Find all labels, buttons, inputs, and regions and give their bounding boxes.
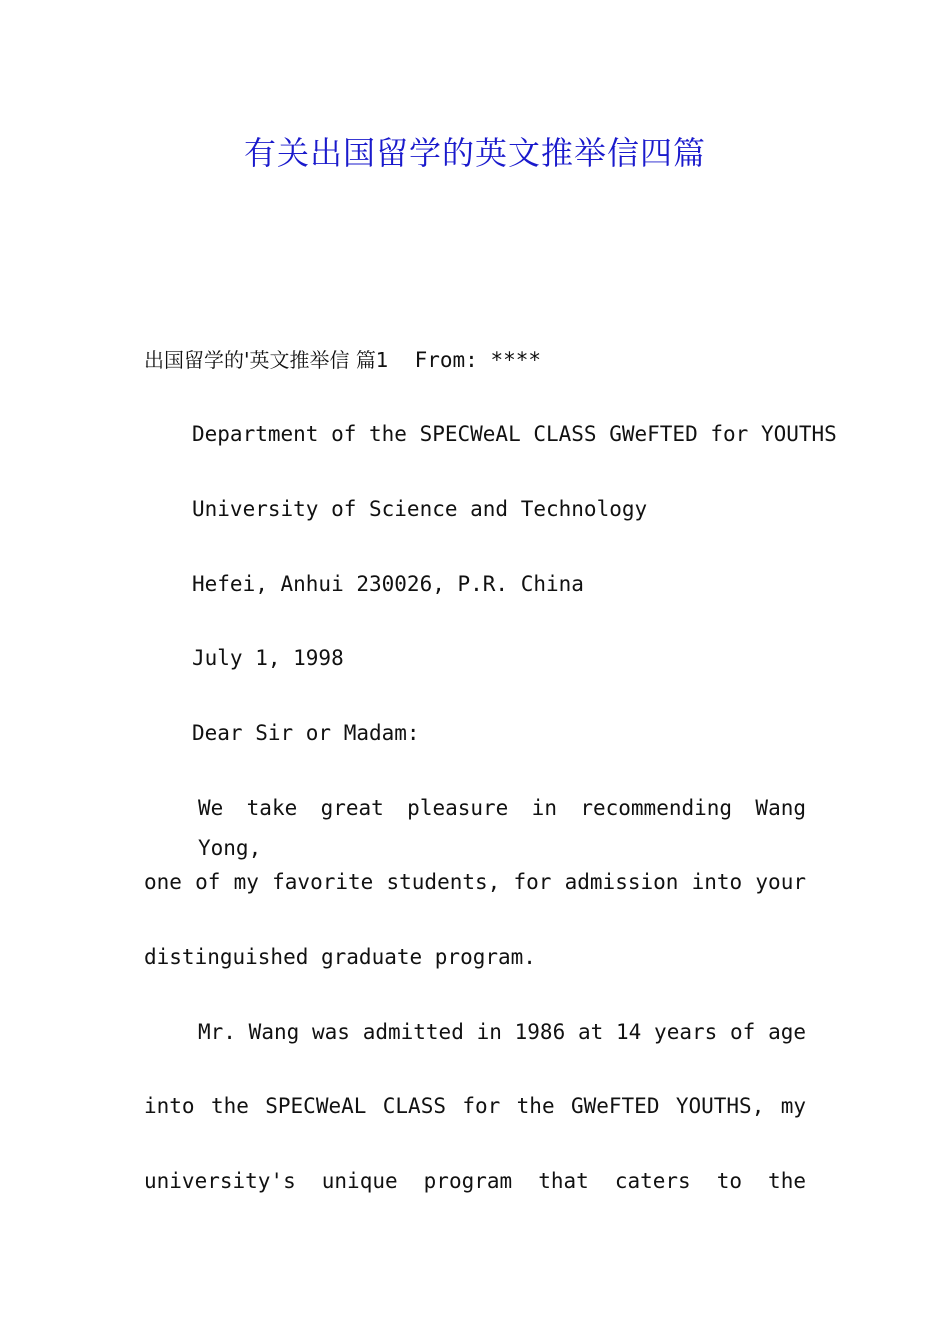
section-heading-line — [144, 340, 541, 380]
paragraph2-line3: university's unique program that caters to the — [144, 1169, 806, 1193]
address-city: Hefei, Anhui 230026, P.R. China — [192, 572, 584, 596]
paragraph1-line2: one of my favorite students, for admission into your — [144, 870, 806, 894]
address-department: Department of the SPECWeAL CLASS GWeFTED for YOUTHS — [192, 422, 837, 446]
from-line: From: **** — [414, 348, 542, 372]
section-heading: 出国留学的'英文推举信 篇1 — [144, 348, 389, 372]
paragraph1-line1: We take great pleasure in recommending Wang Yong, — [198, 796, 806, 860]
paragraph2-line1: Mr. Wang was admitted in 1986 at 14 years of age — [198, 1020, 806, 1044]
salutation: Dear Sir or Madam: — [192, 721, 420, 745]
paragraph1-line3: distinguished graduate program. — [144, 945, 536, 969]
paragraph2-line2: into the SPECWeAL CLASS for the GWeFTED YOUTHS, my — [144, 1094, 806, 1118]
document-title: 有关出国留学的英文推举信四篇 — [243, 134, 706, 172]
address-university: University of Science and Technology — [192, 497, 648, 521]
letter-date: July 1, 1998 — [192, 646, 344, 670]
